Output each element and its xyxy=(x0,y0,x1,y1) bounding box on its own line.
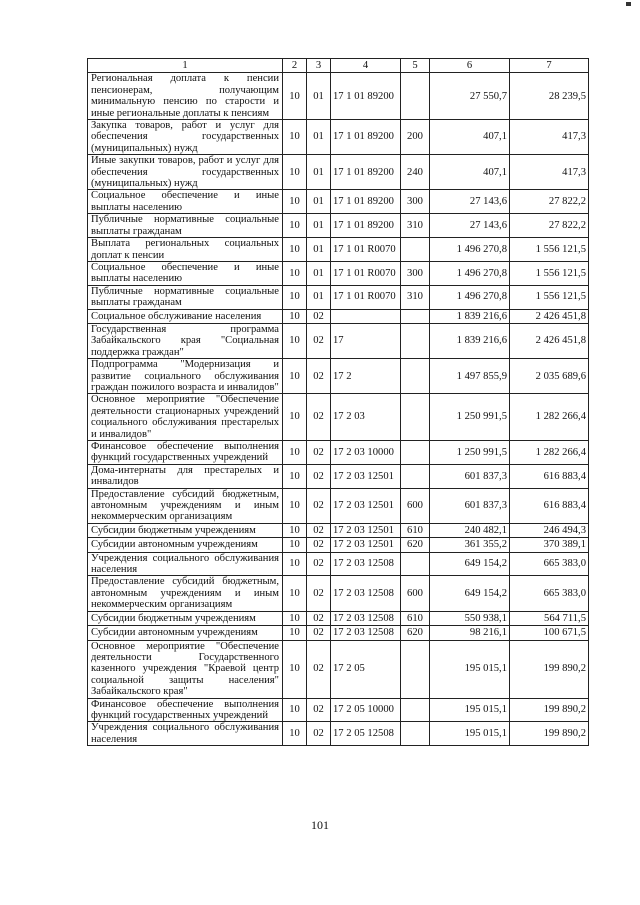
table-row xyxy=(88,214,589,238)
row-name: Финансовое обеспечение выполнения функций государственных учреждений xyxy=(88,698,283,722)
row-expense-type xyxy=(401,722,430,746)
row-amount-2: 616 883,4 xyxy=(510,464,589,488)
header-col-7: 7 xyxy=(510,59,589,73)
row-name: Предоставление субсидий бюджетным, автономным учреждениям и иным некоммерческим организациям xyxy=(88,488,283,523)
row-name: Субсидии бюджетным учреждениям xyxy=(88,611,283,625)
row-expense-type xyxy=(401,464,430,488)
row-section: 10 xyxy=(283,552,307,576)
row-section: 10 xyxy=(283,394,307,441)
row-expense-type xyxy=(401,323,430,358)
row-section: 10 xyxy=(283,309,307,323)
row-amount-2: 199 890,2 xyxy=(510,698,589,722)
row-target-code: 17 2 05 10000 xyxy=(331,698,401,722)
table-row xyxy=(88,285,589,309)
row-amount-1: 649 154,2 xyxy=(430,576,510,611)
row-subsection: 01 xyxy=(307,214,331,238)
row-amount-1: 601 837,3 xyxy=(430,488,510,523)
row-amount-1: 1 496 270,8 xyxy=(430,261,510,285)
row-subsection: 02 xyxy=(307,441,331,465)
header-col-3: 3 xyxy=(307,59,331,73)
header-col-5: 5 xyxy=(401,59,430,73)
row-expense-type xyxy=(401,698,430,722)
table-row xyxy=(88,640,589,698)
table-row xyxy=(88,698,589,722)
row-subsection: 02 xyxy=(307,576,331,611)
row-target-code: 17 2 03 12501 xyxy=(331,464,401,488)
row-amount-2: 1 282 266,4 xyxy=(510,441,589,465)
row-target-code: 17 2 03 12508 xyxy=(331,552,401,576)
row-amount-1: 195 015,1 xyxy=(430,640,510,698)
row-expense-type xyxy=(401,441,430,465)
row-amount-1: 361 355,2 xyxy=(430,538,510,552)
row-amount-1: 1 839 216,6 xyxy=(430,323,510,358)
row-amount-2: 1 556 121,5 xyxy=(510,238,589,262)
row-target-code: 17 1 01 89200 xyxy=(331,214,401,238)
row-amount-1: 27 550,7 xyxy=(430,73,510,120)
row-expense-type: 200 xyxy=(401,120,430,155)
row-amount-2: 417,3 xyxy=(510,155,589,190)
row-subsection: 02 xyxy=(307,523,331,537)
row-target-code: 17 2 03 12508 xyxy=(331,576,401,611)
row-section: 10 xyxy=(283,698,307,722)
row-subsection: 01 xyxy=(307,120,331,155)
row-section: 10 xyxy=(283,464,307,488)
row-section: 10 xyxy=(283,190,307,214)
row-subsection: 02 xyxy=(307,359,331,394)
row-expense-type: 610 xyxy=(401,611,430,625)
row-target-code: 17 2 03 12508 xyxy=(331,611,401,625)
row-expense-type: 310 xyxy=(401,214,430,238)
row-section: 10 xyxy=(283,626,307,640)
row-name: Учреждения социального обслуживания населения xyxy=(88,722,283,746)
row-subsection: 02 xyxy=(307,552,331,576)
row-amount-1: 1 496 270,8 xyxy=(430,238,510,262)
row-section: 10 xyxy=(283,120,307,155)
row-name: Предоставление субсидий бюджетным, автономным учреждениям и иным некоммерческим организациям xyxy=(88,576,283,611)
row-section: 10 xyxy=(283,523,307,537)
table-row xyxy=(88,488,589,523)
row-name: Выплата региональных социальных доплат к пенсии xyxy=(88,238,283,262)
header-col-6: 6 xyxy=(430,59,510,73)
row-name: Закупка товаров, работ и услуг для обеспечения государственных (муниципальных) нужд xyxy=(88,120,283,155)
row-amount-1: 1 250 991,5 xyxy=(430,394,510,441)
row-amount-2: 417,3 xyxy=(510,120,589,155)
row-section: 10 xyxy=(283,285,307,309)
row-target-code: 17 2 03 10000 xyxy=(331,441,401,465)
row-amount-1: 195 015,1 xyxy=(430,698,510,722)
row-name: Социальное обслуживание населения xyxy=(88,309,283,323)
row-amount-1: 27 143,6 xyxy=(430,190,510,214)
row-amount-2: 27 822,2 xyxy=(510,190,589,214)
table-row xyxy=(88,155,589,190)
table-row xyxy=(88,722,589,746)
budget-table xyxy=(87,58,589,746)
row-amount-1: 1 497 855,9 xyxy=(430,359,510,394)
row-expense-type: 610 xyxy=(401,523,430,537)
row-target-code: 17 1 01 89200 xyxy=(331,155,401,190)
row-subsection: 01 xyxy=(307,285,331,309)
row-expense-type xyxy=(401,394,430,441)
row-target-code: 17 2 03 12501 xyxy=(331,523,401,537)
row-target-code: 17 1 01 R0070 xyxy=(331,238,401,262)
row-amount-2: 1 282 266,4 xyxy=(510,394,589,441)
row-section: 10 xyxy=(283,155,307,190)
row-target-code: 17 1 01 R0070 xyxy=(331,285,401,309)
table-row xyxy=(88,538,589,552)
row-amount-2: 2 426 451,8 xyxy=(510,323,589,358)
row-subsection: 01 xyxy=(307,73,331,120)
header-col-4: 4 xyxy=(331,59,401,73)
row-amount-2: 665 383,0 xyxy=(510,576,589,611)
row-subsection: 01 xyxy=(307,190,331,214)
row-amount-1: 27 143,6 xyxy=(430,214,510,238)
row-target-code: 17 xyxy=(331,323,401,358)
row-section: 10 xyxy=(283,238,307,262)
row-section: 10 xyxy=(283,488,307,523)
row-target-code: 17 2 xyxy=(331,359,401,394)
row-subsection: 02 xyxy=(307,640,331,698)
row-name: Субсидии автономным учреждениям xyxy=(88,538,283,552)
row-amount-2: 199 890,2 xyxy=(510,722,589,746)
table-row xyxy=(88,552,589,576)
row-subsection: 02 xyxy=(307,698,331,722)
row-name: Основное мероприятие "Обеспечение деятельности Государственного казенного учреждения "Краевой центр социальной защиты населения" Забайкальского края" xyxy=(88,640,283,698)
row-section: 10 xyxy=(283,576,307,611)
row-target-code: 17 2 05 12508 xyxy=(331,722,401,746)
row-expense-type xyxy=(401,238,430,262)
table-row xyxy=(88,120,589,155)
row-name: Иные закупки товаров, работ и услуг для обеспечения государственных (муниципальных) нужд xyxy=(88,155,283,190)
row-subsection: 02 xyxy=(307,538,331,552)
row-amount-1: 407,1 xyxy=(430,155,510,190)
row-amount-1: 1 839 216,6 xyxy=(430,309,510,323)
row-amount-2: 1 556 121,5 xyxy=(510,285,589,309)
row-name: Финансовое обеспечение выполнения функций государственных учреждений xyxy=(88,441,283,465)
row-section: 10 xyxy=(283,538,307,552)
row-amount-2: 100 671,5 xyxy=(510,626,589,640)
row-subsection: 02 xyxy=(307,488,331,523)
row-name: Социальное обеспечение и иные выплаты населению xyxy=(88,261,283,285)
row-target-code: 17 2 03 12501 xyxy=(331,488,401,523)
table-row xyxy=(88,611,589,625)
row-name: Государственная программа Забайкальского края "Социальная поддержка граждан" xyxy=(88,323,283,358)
row-name: Подпрограмма "Модернизация и развитие социального обслуживания граждан пожилого возраста и инвалидов" xyxy=(88,359,283,394)
row-expense-type xyxy=(401,552,430,576)
row-amount-2: 28 239,5 xyxy=(510,73,589,120)
row-amount-1: 407,1 xyxy=(430,120,510,155)
row-subsection: 02 xyxy=(307,611,331,625)
row-amount-1: 601 837,3 xyxy=(430,464,510,488)
row-section: 10 xyxy=(283,611,307,625)
row-amount-2: 2 426 451,8 xyxy=(510,309,589,323)
row-amount-2: 246 494,3 xyxy=(510,523,589,537)
row-target-code: 17 1 01 R0070 xyxy=(331,261,401,285)
row-target-code: 17 2 03 12508 xyxy=(331,626,401,640)
row-subsection: 02 xyxy=(307,626,331,640)
row-expense-type xyxy=(401,73,430,120)
row-target-code xyxy=(331,309,401,323)
row-expense-type xyxy=(401,309,430,323)
row-section: 10 xyxy=(283,441,307,465)
row-expense-type: 310 xyxy=(401,285,430,309)
table-row xyxy=(88,394,589,441)
table-row xyxy=(88,576,589,611)
row-subsection: 01 xyxy=(307,261,331,285)
row-name: Учреждения социального обслуживания населения xyxy=(88,552,283,576)
table-row xyxy=(88,359,589,394)
table-row xyxy=(88,261,589,285)
row-amount-1: 550 938,1 xyxy=(430,611,510,625)
row-name: Дома-интернаты для престарелых и инвалидов xyxy=(88,464,283,488)
corner-mark xyxy=(626,2,631,6)
header-row xyxy=(88,59,589,73)
table-row xyxy=(88,464,589,488)
row-subsection: 01 xyxy=(307,238,331,262)
row-name: Субсидии автономным учреждениям xyxy=(88,626,283,640)
row-expense-type xyxy=(401,640,430,698)
row-expense-type: 600 xyxy=(401,576,430,611)
row-amount-2: 1 556 121,5 xyxy=(510,261,589,285)
row-amount-1: 1 496 270,8 xyxy=(430,285,510,309)
page-number: 101 xyxy=(311,818,329,832)
row-amount-2: 370 389,1 xyxy=(510,538,589,552)
row-target-code: 17 1 01 89200 xyxy=(331,73,401,120)
row-expense-type: 620 xyxy=(401,538,430,552)
table-row xyxy=(88,73,589,120)
row-amount-1: 240 482,1 xyxy=(430,523,510,537)
row-amount-2: 27 822,2 xyxy=(510,214,589,238)
row-section: 10 xyxy=(283,214,307,238)
table-row xyxy=(88,523,589,537)
row-section: 10 xyxy=(283,359,307,394)
row-target-code: 17 2 05 xyxy=(331,640,401,698)
row-name: Основное мероприятие "Обеспечение деятельности стационарных учреждений социального обслуживания престарелых и инвалидов" xyxy=(88,394,283,441)
table-row xyxy=(88,309,589,323)
row-target-code: 17 1 01 89200 xyxy=(331,120,401,155)
row-amount-1: 1 250 991,5 xyxy=(430,441,510,465)
row-target-code: 17 2 03 12501 xyxy=(331,538,401,552)
table-row xyxy=(88,323,589,358)
row-expense-type: 620 xyxy=(401,626,430,640)
row-subsection: 02 xyxy=(307,722,331,746)
row-amount-2: 564 711,5 xyxy=(510,611,589,625)
row-section: 10 xyxy=(283,640,307,698)
header-col-2: 2 xyxy=(283,59,307,73)
row-name: Социальное обеспечение и иные выплаты населению xyxy=(88,190,283,214)
row-expense-type: 600 xyxy=(401,488,430,523)
row-amount-1: 195 015,1 xyxy=(430,722,510,746)
row-section: 10 xyxy=(283,323,307,358)
row-amount-2: 199 890,2 xyxy=(510,640,589,698)
row-expense-type: 300 xyxy=(401,261,430,285)
row-name: Региональная доплата к пенсии пенсионерам, получающим минимальную пенсию по старости и иные региональные доплаты к пенсиям xyxy=(88,73,283,120)
table-row xyxy=(88,238,589,262)
row-target-code: 17 1 01 89200 xyxy=(331,190,401,214)
row-expense-type: 240 xyxy=(401,155,430,190)
row-subsection: 02 xyxy=(307,323,331,358)
row-expense-type: 300 xyxy=(401,190,430,214)
row-section: 10 xyxy=(283,73,307,120)
row-amount-1: 649 154,2 xyxy=(430,552,510,576)
row-subsection: 02 xyxy=(307,464,331,488)
row-subsection: 02 xyxy=(307,394,331,441)
row-amount-2: 616 883,4 xyxy=(510,488,589,523)
row-amount-2: 2 035 689,6 xyxy=(510,359,589,394)
row-target-code: 17 2 03 xyxy=(331,394,401,441)
row-expense-type xyxy=(401,359,430,394)
row-name: Публичные нормативные социальные выплаты гражданам xyxy=(88,285,283,309)
row-section: 10 xyxy=(283,722,307,746)
row-name: Субсидии бюджетным учреждениям xyxy=(88,523,283,537)
table-row xyxy=(88,190,589,214)
table-row xyxy=(88,626,589,640)
row-section: 10 xyxy=(283,261,307,285)
row-subsection: 02 xyxy=(307,309,331,323)
row-amount-1: 98 216,1 xyxy=(430,626,510,640)
header-col-1: 1 xyxy=(88,59,283,73)
row-amount-2: 665 383,0 xyxy=(510,552,589,576)
row-subsection: 01 xyxy=(307,155,331,190)
row-name: Публичные нормативные социальные выплаты гражданам xyxy=(88,214,283,238)
table-row xyxy=(88,441,589,465)
